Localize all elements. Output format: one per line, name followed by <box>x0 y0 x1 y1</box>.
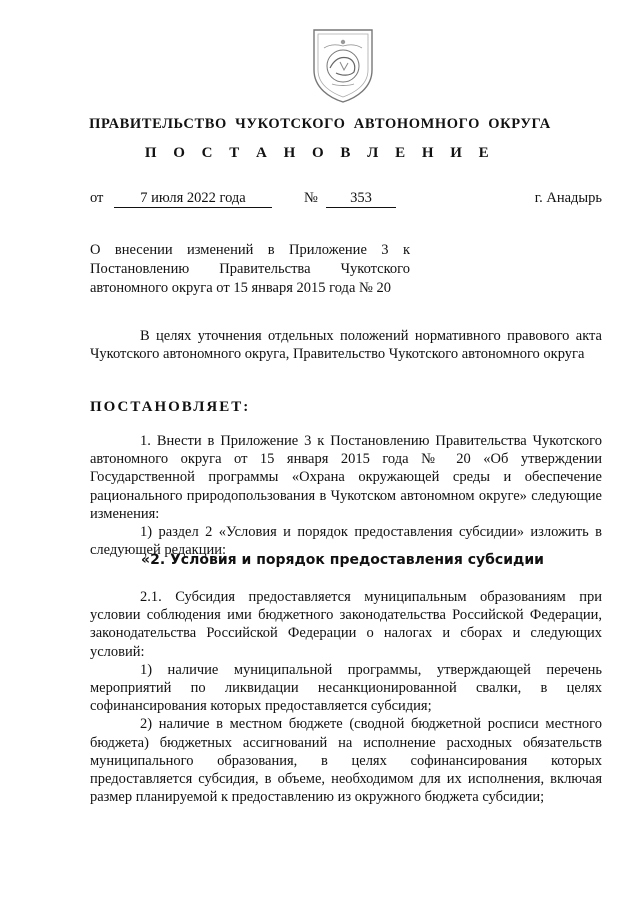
paragraph-1-1: 1) раздел 2 «Условия и порядок предоставления субсидии» изложить в следующей редакции: <box>90 524 602 559</box>
document-date: 7 июля 2022 года <box>114 190 272 208</box>
paragraph-2-1: 2.1. Субсидия предоставляется муниципальным образованиям при условии соблюдения ими бюджетного законодательства Российской Федерации, законодательства Российской Федерации о налогах и сборах и следующих условий: <box>90 589 602 660</box>
decree-items <box>90 432 602 559</box>
decree-word: ПОСТАНОВЛЯЕТ: <box>90 399 251 415</box>
paragraph-1: 1. Внести в Приложение 3 к Постановлению Правительства Чукотского автономного округа от 15 января 2015 года № 20 «Об утверждении Государственной программы «Охрана окружающей среды и обеспечение рационального природопользования в Чукотском автономном округе» следующие изменения: <box>90 433 602 522</box>
preamble <box>90 327 602 363</box>
preamble-text: В целях уточнения отдельных положений нормативного правового акта Чукотского автономного округа, Правительство Чукотского автономного округа <box>90 328 602 363</box>
section-heading: «2. Условия и порядок предоставления субсидии <box>141 552 544 568</box>
section-content <box>90 588 602 806</box>
coat-of-arms-emblem-icon <box>310 26 376 104</box>
condition-2: 2) наличие в местном бюджете (сводной бюджетной росписи местного бюджета) бюджетных ассигнований на исполнение расходных обязательств муниципального образования, в целях софинансирования которых предоставляется субсидия, в объеме, необходимом для их исполнения, включая размер планируемой к предоставлению из окружного бюджета субсидии; <box>90 716 602 806</box>
document-subject: О внесении изменений в Приложение 3 к Постановлению Правительства Чукотского автономного округа от 15 января 2015 года № 20 <box>90 242 410 296</box>
document-meta-row <box>90 190 602 212</box>
document-type-title: П О С Т А Н О В Л Е Н И Е <box>144 145 496 161</box>
document-number: 353 <box>326 190 396 208</box>
number-label: № <box>304 190 318 206</box>
government-title: ПРАВИТЕЛЬСТВО ЧУКОТСКОГО АВТОНОМНОГО ОКРУГА <box>89 116 551 132</box>
condition-1: 1) наличие муниципальной программы, утверждающей перечень мероприятий по ликвидации несанкционированной свалки, в целях софинансирования которых предоставляется субсидия; <box>90 661 602 715</box>
document-city: г. Анадырь <box>534 190 602 206</box>
from-label: от <box>90 190 104 206</box>
